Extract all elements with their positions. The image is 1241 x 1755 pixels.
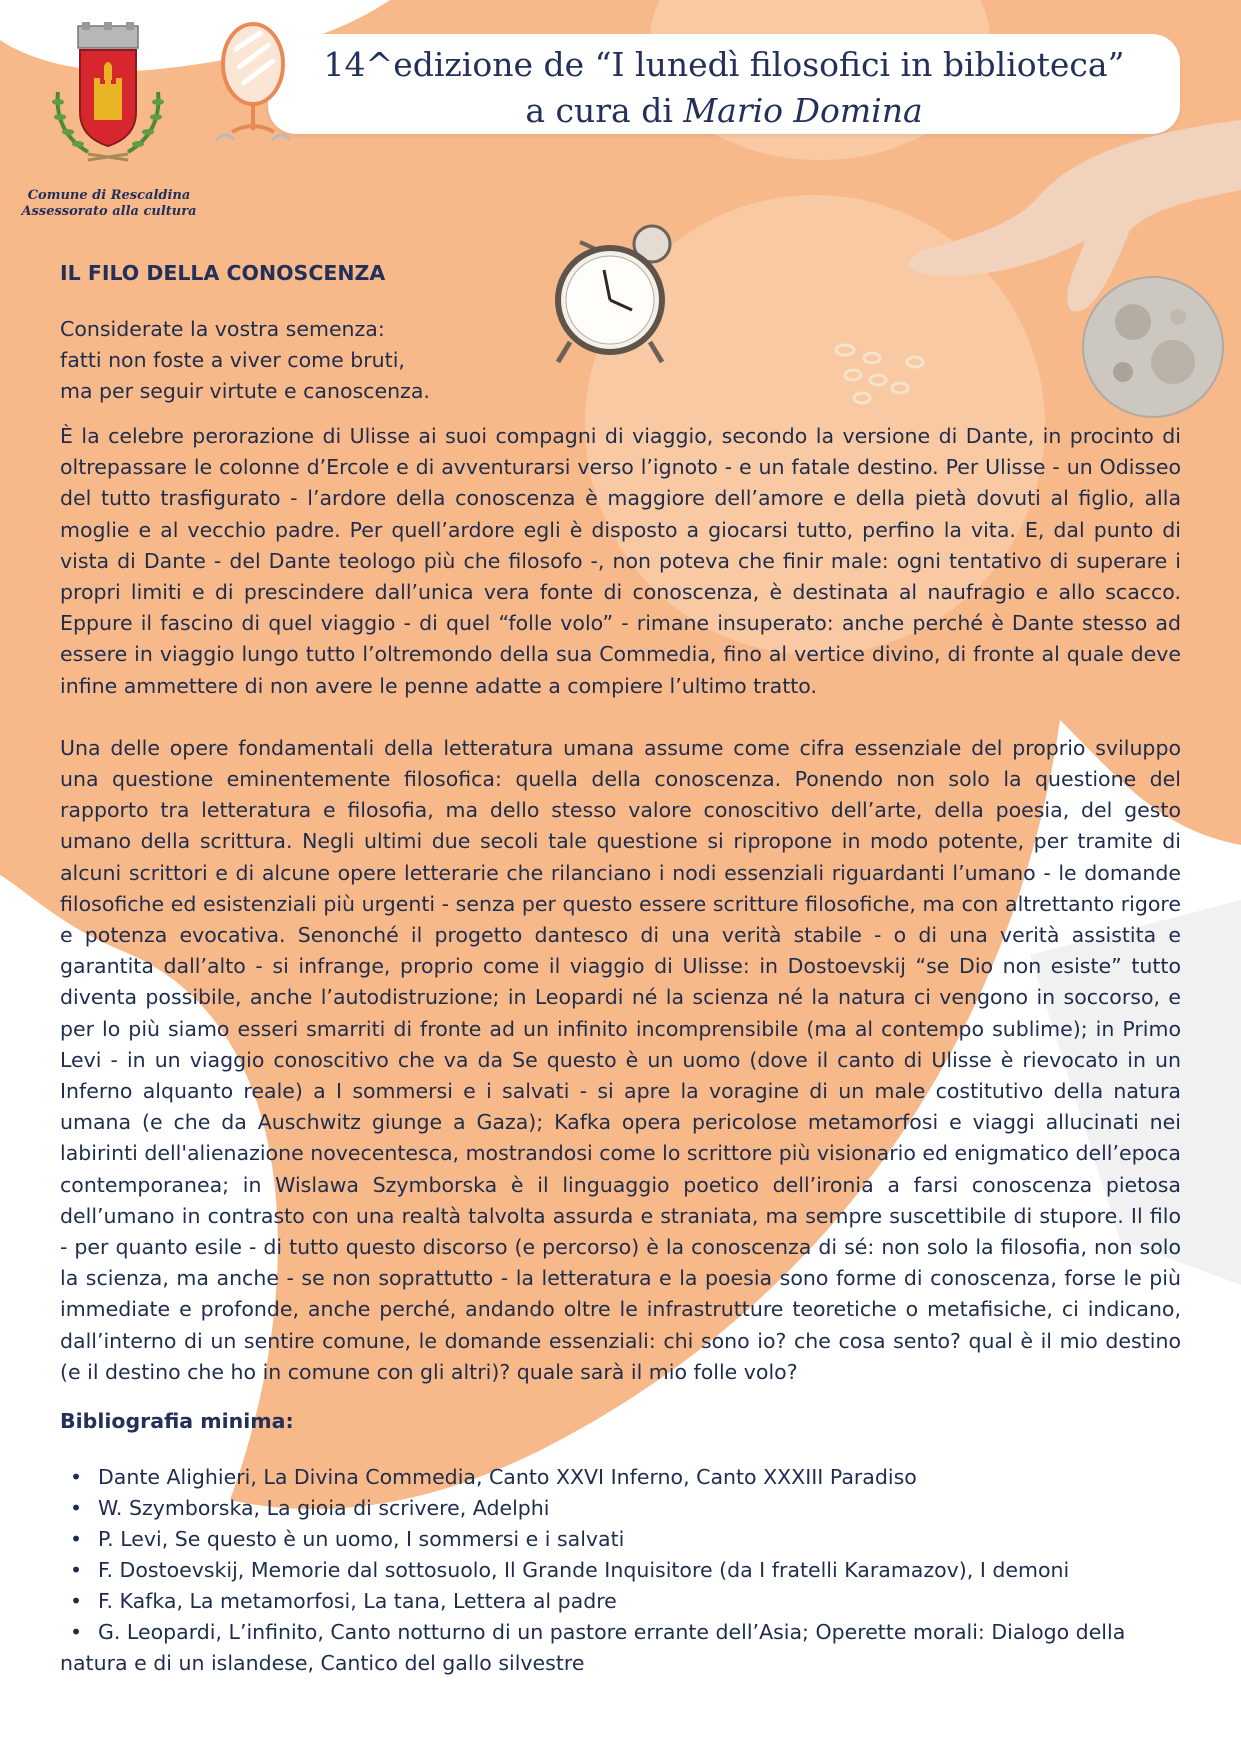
paragraph: Una delle opere fondamentali della letteratura umana assume come cifra essenziale del proprio sviluppo una questione eminentemente filosofica: quella della conoscenza. Ponendo non solo la questione del rapporto tra letteratura e filosofia, ma dello stesso valore conoscitivo dell’arte, della poesia, del gesto umano della scrittura. Negli ultimi due secoli tale questione si ripropone in modo potente, per tramite di alcuni scrittori e di alcune opere letterarie che rilanciano i nodi essenziali riguardanti l’umano - le domande filosofiche ed esistenziali più urgenti - senza per questo essere scritture filosofiche, ma con altrettanto rigore e potenza evocativa. Senonché il progetto dantesco di una verità stabile - o di una verità assistita e garantita dall’alto - si infrange, proprio come il viaggio di Ulisse: in Dostoevskij “se Dio non esiste” tutto diventa possibile, anche l’autodistruzione; in Leopardi né la scienza né la natura ci vengono in soccorso, e per lo più siamo esseri smarriti di fronte ad un infinito incomprensibile (ma al contempo sublime); in Primo Levi - in un viaggio conoscitivo che va da Se questo è un uomo (dove il canto di Ulisse è rievocato in un Inferno alquanto reale) a I sommersi e i salvati - si apre la voragine di un male costitutivo della natura umana (e che da Auschwitz giunge a Gaza); Kafka opera pericolose metamorfosi e viaggi allucinati nei labirinti dell'alienazione novecentesca, mostrandosi come lo scrittore più visionario ed enigmatico dell’epoca contemporanea; in Wislawa Szymborska è il linguaggio poetico dell’ironia a farsi conoscenza pietosa dell’umano in contrasto con una realtà talvolta assurda e straniata, ma sempre suscettibile di stupore. Il filo - per quanto esile - di tutto questo discorso (e percorso) è la conoscenza di sé: non solo la filosofia, non solo la scienza, ma anche - se non soprattutto - la letteratura e la poesia sono forme di conoscenza, forse le più immediate e profonde, anche perché, andando oltre le infrastrutture teoretiche o metafisiche, ci indicano, dall’interno di un sentire comune, le domande essenziali: chi sono io? che cosa sento? qual è il mio destino (e il destino che ho in comune con gli altri)? quale sarà il mio folle volo? xyxy=(60,735,1181,1384)
organizer-line-1: Comune di Rescaldina xyxy=(27,188,191,203)
verse-line: Considerate la vostra semenza: xyxy=(60,317,385,341)
mirror-icon xyxy=(212,20,294,152)
bibliography-title: Bibliografia minima: xyxy=(60,1409,294,1434)
article xyxy=(60,258,1181,1679)
bibliography-item: • Dante Alighieri, La Divina Commedia, Canto XXVI Inferno, Canto XXXIII Paradiso xyxy=(60,1462,1181,1493)
verse-quote xyxy=(60,314,1181,407)
title-line-1: 14^edizione de “I lunedì filosofici in biblioteca” xyxy=(323,45,1125,84)
verse-line: fatti non foste a viver come bruti, xyxy=(60,348,405,372)
paragraph: È la celebre perorazione di Ulisse ai suoi compagni di viaggio, secondo la versione di Dante, in procinto di oltrepassare le colonne d’Ercole e di avventurarsi verso l’ignoto - e un fatale destino. Per Ulisse - un Odisseo del tutto trasfigurato - l’ardore della conoscenza è maggiore dell’amore e della pietà dovuti al figlio, alla moglie e al vecchio padre. Per quell’ardore egli è disposto a giocarsi tutto, perfino la vita. E, dal punto di vista di Dante - del Dante teologo più che filosofo -, non poteva che finir male: ogni tentativo di superare i propri limiti e di prescindere dall’unica vera fonte di conoscenza, è destinata al naufragio e allo scacco. Eppure il fascino di quel viaggio - di quel “folle volo” - rimane insuperato: anche perché è Dante stesso ad essere in viaggio lungo tutto l’oltremondo della sua Commedia, fino al vertice divino, di fronte al quale deve infine ammettere di non avere le penne adatte a compiere l’ultimo tratto. xyxy=(60,424,1181,698)
verse-line: ma per seguir virtute e canoscenza. xyxy=(60,379,430,403)
title-line-2 xyxy=(268,88,1180,134)
page-title xyxy=(268,42,1180,134)
bibliography-item: • P. Levi, Se questo è un uomo, I sommersi e i salvati xyxy=(60,1524,1181,1555)
organizer-line-2: Assessorato alla cultura xyxy=(21,204,197,219)
article-heading: IL FILO DELLA CONOSCENZA xyxy=(60,261,386,285)
bibliography-item: • F. Kafka, La metamorfosi, La tana, Lettera al padre xyxy=(60,1586,1181,1617)
coat-of-arms-icon xyxy=(48,22,168,172)
bibliography-item: • F. Dostoevskij, Memorie dal sottosuolo, Il Grande Inquisitore (da I fratelli Karamazov), I demoni xyxy=(60,1555,1181,1586)
organizer-label xyxy=(14,188,204,220)
title-prefix: a cura di xyxy=(525,91,684,130)
bibliography-list xyxy=(60,1462,1181,1679)
bibliography-item: • G. Leopardi, L’infinito, Canto notturno di un pastore errante dell’Asia; Operette morali: Dialogo della natura e di un islandese, Cantico del gallo silvestre xyxy=(60,1617,1181,1679)
bibliography-item: • W. Szymborska, La gioia di scrivere, Adelphi xyxy=(60,1493,1181,1524)
curator-name: Mario Domina xyxy=(683,91,923,130)
